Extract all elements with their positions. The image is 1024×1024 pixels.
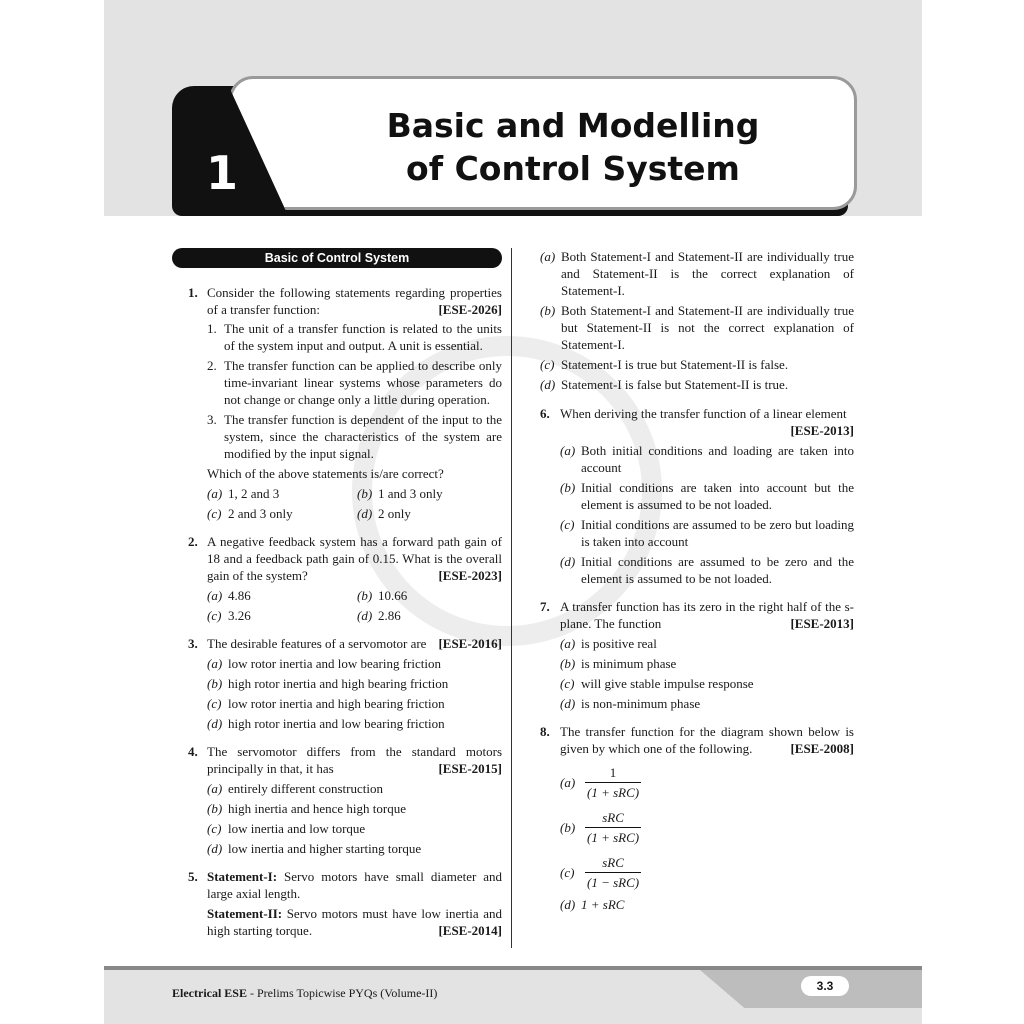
question-text: The servomotor differs from the standard motors principally in that, it has <box>207 744 502 776</box>
statement-number: 3. <box>207 412 217 427</box>
denominator: (1 − sRC) <box>585 872 641 891</box>
exam-tag: [ESE-2013] <box>790 423 854 438</box>
question-4 <box>172 743 502 857</box>
chapter-title-line-2: of Control System <box>406 149 740 188</box>
option-b: (b) high rotor inertia and high bearing friction <box>207 676 449 691</box>
numerator: 1 <box>609 764 617 780</box>
option-c: (c) Statement-I is true but Statement-II is false. <box>540 357 789 372</box>
question-number: 3. <box>188 636 198 651</box>
question-number: 6. <box>540 406 550 421</box>
option-c: (c) will give stable impulse response <box>560 676 754 691</box>
option-d: (d) 2.86 <box>357 608 401 623</box>
question-7 <box>540 598 854 712</box>
question-number: 8. <box>540 724 550 739</box>
footer-book-title: Electrical ESE - Prelims Topicwise PYQs (Volume-II) <box>172 986 438 1000</box>
exam-tag: [ESE-2016] <box>438 636 502 651</box>
option-c: (c) 3.26 <box>207 608 251 623</box>
option-b: (b) is minimum phase <box>560 656 677 671</box>
question-text: When deriving the transfer function of a linear element <box>560 406 847 421</box>
question-prompt: Which of the above statements is/are correct? <box>207 466 444 481</box>
statement-text: The unit of a transfer function is related to the units of the system input and output. A unit is essential. <box>224 321 502 353</box>
statement-item <box>207 411 502 462</box>
question-number: 2. <box>188 534 198 549</box>
option-a: (a) low rotor inertia and low bearing friction <box>207 656 441 671</box>
option-b: (b) Both Statement-I and Statement-II are individually true but Statement-II is not the correct explanation of Statement-I. <box>540 303 854 352</box>
question-5 <box>172 868 502 939</box>
question-number: 4. <box>188 744 198 759</box>
exam-tag: [ESE-2026] <box>438 302 502 317</box>
denominator: (1 + sRC) <box>585 827 641 846</box>
option-c: (c) Initial conditions are assumed to be zero but loading is taken into account <box>560 517 854 549</box>
fraction <box>585 809 641 846</box>
exam-tag: [ESE-2008] <box>790 741 854 756</box>
denominator: (1 + sRC) <box>585 782 641 801</box>
statement-2: Statement-II: Servo motors must have low inertia and high starting torque. [ESE-2014] <box>207 906 502 938</box>
option-a: (a) Both initial conditions and loading are taken into account <box>560 443 854 475</box>
question-text: A negative feedback system has a forward path gain of 18 and a feedback path gain of 0.15. What is the overall gain of the system? <box>207 534 502 583</box>
option-b: (b) Initial conditions are taken into account but the element is assumed to be not loaded. <box>560 480 854 512</box>
option-d: (d) 2 only <box>357 506 411 521</box>
statement-number: 2. <box>207 358 217 373</box>
option-d: (d) low inertia and higher starting torque <box>207 841 422 856</box>
page-number-badge: 3.3 <box>801 976 849 996</box>
question-number: 1. <box>188 285 198 300</box>
statement-number: 1. <box>207 321 217 336</box>
statement-list <box>207 320 502 462</box>
statement-item <box>207 357 502 408</box>
option-c: (c) $\frac{\text{sRC}}{\text{(1 − sRC)}}$ <box>560 854 640 890</box>
option-grid <box>207 485 502 522</box>
option-c: (c) low rotor inertia and high bearing friction <box>207 696 445 711</box>
question-number: 7. <box>540 599 550 614</box>
right-column <box>540 248 854 924</box>
chapter-title <box>360 104 786 190</box>
question-8 <box>540 723 854 913</box>
numerator: sRC <box>602 809 624 825</box>
chapter-title-line-1: Basic and Modelling <box>386 106 760 145</box>
question-number: 5. <box>188 869 198 884</box>
statement-text: The transfer function can be applied to describe only time-invariant linear systems whose parameters do not change or change only a little during operation. <box>224 358 502 407</box>
question-text: A transfer function has its zero in the right half of the s-plane. The function <box>560 599 854 631</box>
option-d: (d) Initial conditions are assumed to be zero and the element is assumed to be not loaded. <box>560 554 854 586</box>
statement-1: Statement-I: Servo motors have small diameter and large axial length. <box>207 869 502 901</box>
option-c: (c) 2 and 3 only <box>207 506 293 521</box>
fraction <box>585 854 641 891</box>
statement-item <box>207 320 502 354</box>
option-d: (d) 1 + sRC <box>560 897 625 912</box>
question-6 <box>540 405 854 587</box>
question-text: The desirable features of a servomotor are <box>207 636 427 651</box>
question-3 <box>172 635 502 732</box>
question-1 <box>172 284 502 522</box>
exam-tag: [ESE-2014] <box>438 923 502 938</box>
option-d: (d) is non-minimum phase <box>560 696 701 711</box>
option-grid <box>207 587 502 624</box>
option-a: (a) $\frac{1}{\text{(1 + sRC)}}$ <box>560 764 640 800</box>
option-d: (d) Statement-I is false but Statement-II is true. <box>540 377 789 392</box>
option-a: (a) 4.86 <box>207 588 251 603</box>
numerator: sRC <box>602 854 624 870</box>
footer-rule <box>104 966 922 970</box>
option-b: (b) high inertia and hence high torque <box>207 801 406 816</box>
option-b: (b) 10.66 <box>357 588 408 603</box>
exam-tag: [ESE-2013] <box>790 616 854 631</box>
option-b: (b) $\frac{\text{sRC}}{\text{(1 + sRC)}}$ <box>560 809 640 845</box>
option-a: (a) is positive real <box>560 636 657 651</box>
option-d: (d) high rotor inertia and low bearing friction <box>207 716 445 731</box>
left-column <box>172 248 502 950</box>
column-divider <box>511 248 512 948</box>
question-5-options <box>540 248 854 393</box>
option-a: (a) 1, 2 and 3 <box>207 486 280 501</box>
option-c: (c) low inertia and low torque <box>207 821 366 836</box>
chapter-number: 1 <box>206 146 239 200</box>
fraction <box>585 764 641 801</box>
exam-tag: [ESE-2023] <box>438 568 502 583</box>
question-2 <box>172 533 502 624</box>
section-title: Basic of Control System <box>172 248 502 268</box>
question-text: The transfer function for the diagram shown below is given by which one of the following. <box>560 724 854 756</box>
option-a: (a) Both Statement-I and Statement-II are individually true and Statement-II is the correct explanation of Statement-I. <box>540 249 854 298</box>
exam-tag: [ESE-2015] <box>438 761 502 776</box>
option-b: (b) 1 and 3 only <box>357 486 443 501</box>
statement-text: The transfer function is dependent of the input to the system, since the characteristics of the system are modified by the input signal. <box>224 412 502 461</box>
question-text: Consider the following statements regarding properties of a transfer function: <box>207 285 502 317</box>
option-a: (a) entirely different construction <box>207 781 383 796</box>
